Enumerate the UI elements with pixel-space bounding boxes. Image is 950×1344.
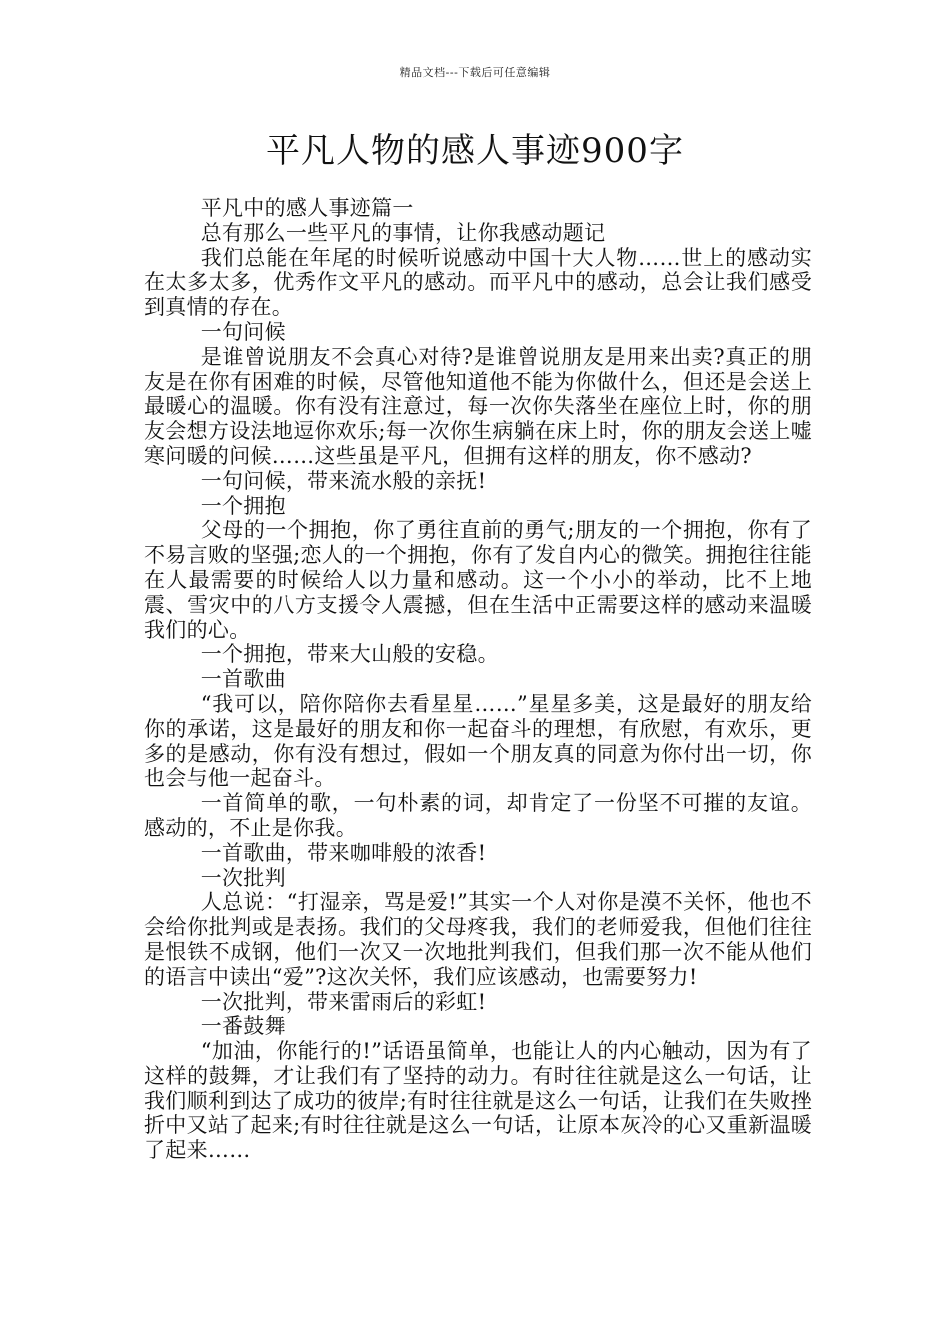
paragraph: “我可以，陪你陪你去看星星……”星星多美，这是最好的朋友给你的承诺，这是最好的朋友和你一起奋斗的理想，有欣慰，有欢乐，更多的是感动，你有没有想过，假如一个朋友真的同意为你付出一切，你也会与他一起奋斗。: [144, 691, 812, 791]
paragraph: 一句问候: [200, 319, 286, 344]
paragraph: 父母的一个拥抱，你了勇往直前的勇气;朋友的一个拥抱，你有了不易言败的坚强;恋人的一个拥抱，你有了发自内心的微笑。拥抱往往能在人最需要的时候给人以力量和感动。这一个小小的举动，比不上地震、雪灾中的八方支援令人震撼，但在生活中正需要这样的感动来温暖我们的心。: [144, 518, 812, 642]
paragraph: 总有那么一些平凡的事情，让你我感动题记: [200, 220, 606, 245]
paragraph: 一首歌曲: [200, 667, 286, 692]
paragraph: 一个拥抱，带来大山般的安稳。: [200, 642, 499, 667]
paragraph: 我们总能在年尾的时候听说感动中国十大人物……世上的感动实在太多太多，优秀作文平凡的感动。而平凡中的感动，总会让我们感受到真情的存在。: [144, 245, 812, 320]
paragraph: 是谁曾说朋友不会真心对待?是谁曾说朋友是用来出卖?真正的朋友是在你有困难的时候，尽管他知道他不能为你做什么，但还是会送上最暖心的温暖。你有没有注意过，每一次你失落坐在座位上时，你的朋友会想方设法地逗你欢乐;每一次你生病躺在床上时，你的朋友会送上嘘寒问暖的问候……这些虽是平凡，但拥有这样的朋友，你不感动?: [144, 344, 812, 468]
paragraph: 平凡中的感人事迹篇一: [200, 196, 414, 220]
paragraph: “加油，你能行的!”话语虽简单，也能让人的内心触动，因为有了这样的鼓舞，才让我们有了坚持的动力。有时往往就是这么一句话，让我们顺利到达了成功的彼岸;有时往往就是这么一句话，让我们在失败挫折中又站了起来;有时往往就是这么一句话，让原本灰冷的心又重新温暖了起来……: [144, 1039, 812, 1163]
paragraph: 人总说：“打湿亲，骂是爱!”其实一个人对你是漠不关怀，他也不会给你批判或是表扬。我们的父母疼我，我们的老师爱我，但他们往往是恨铁不成钢，他们一次又一次地批判我们，但我们那一次不能从他们的语言中读出“爱”?这次关怀，我们应该感动，也需要努力!: [144, 890, 812, 989]
document-body: [144, 196, 812, 1163]
paragraph: 一次批判，带来雷雨后的彩虹!: [200, 989, 487, 1014]
paragraph: 一次批判: [200, 865, 286, 890]
paragraph: 一首简单的歌，一句朴素的词，却肯定了一份坚不可摧的友谊。感动的，不止是你我。: [144, 791, 812, 840]
paragraph: 一首歌曲，带来咖啡般的浓香!: [200, 840, 487, 865]
document-title: 平凡人物的感人事迹900字: [266, 131, 684, 171]
paragraph: 一句问候，带来流水般的亲抚!: [200, 468, 487, 493]
paragraph: 一个拥抱: [200, 493, 286, 518]
header-note: 精品文档---下载后可任意编辑: [399, 66, 551, 79]
paragraph: 一番鼓舞: [200, 1014, 286, 1039]
